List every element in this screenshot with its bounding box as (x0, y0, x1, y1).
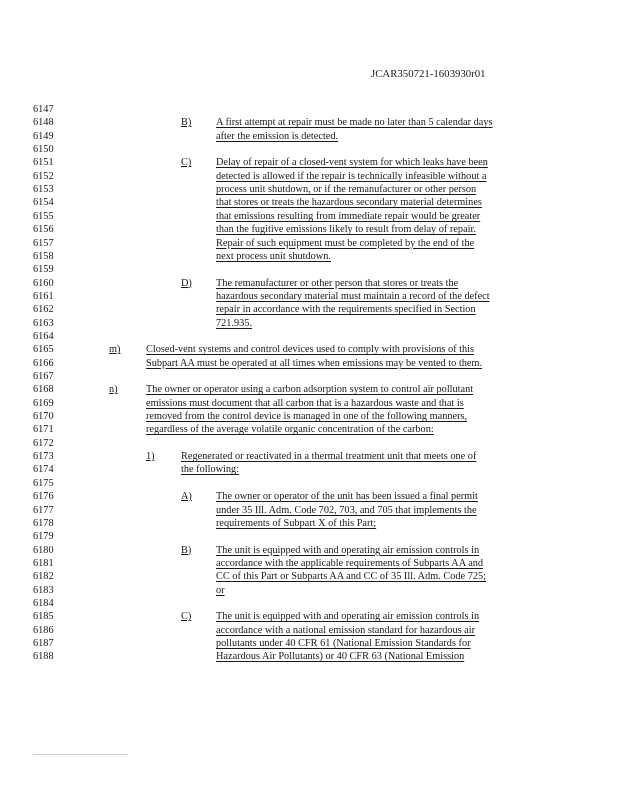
text-line: repair in accordance with the requirements specified in Section (216, 304, 476, 316)
text-line: than the fugitive emissions likely to result from delay of repair. (216, 224, 476, 236)
line-number: 6165 (33, 344, 54, 356)
text-line: hazardous secondary material must maintain a record of the defect (216, 290, 490, 302)
text-line: that emissions resulting from immediate repair would be greater (216, 210, 481, 222)
line-number: 6187 (33, 638, 54, 649)
item-label: m) (109, 344, 121, 356)
line-number: 6163 (33, 317, 54, 329)
text-line: A first attempt at repair must be made no later than 5 calendar days (216, 117, 493, 129)
text-line: that stores or treats the hazardous secondary material determines (216, 197, 482, 209)
text-line: Delay of repair of a closed-vent system for which leaks have been (216, 157, 488, 169)
item-label: D) (181, 277, 192, 289)
text-line: or (216, 584, 225, 596)
line-number: 6183 (33, 584, 54, 596)
text-line: process unit shutdown, or if the remanufacturer or other person (216, 184, 477, 196)
line-number: 6159 (33, 264, 54, 276)
item-label: n) (109, 384, 118, 396)
text-line: requirements of Subpart X of this Part; (216, 517, 377, 529)
footer-rule (33, 754, 128, 755)
line-number: 6157 (33, 237, 54, 249)
line-number: 6168 (33, 384, 54, 396)
text-line: The unit is equipped with and operating air emission controls in (216, 544, 480, 556)
line-number: 6162 (33, 304, 54, 316)
line-number: 6171 (33, 424, 54, 436)
text-line: Subpart AA must be operated at all times when emissions may be vented to them. (146, 357, 483, 369)
line-number: 6160 (33, 277, 54, 289)
text-line: The owner or operator of the unit has been issued a final permit (216, 491, 478, 503)
text-line: The owner or operator using a carbon adsorption system to control air pollutant (146, 384, 474, 396)
line-number: 6173 (33, 451, 54, 463)
text-line: next process unit shutdown. (216, 250, 331, 262)
line-number: 6172 (33, 437, 54, 449)
line-number: 6158 (33, 250, 54, 262)
text-line: removed from the control device is managed in one of the following manners, (146, 411, 468, 423)
item-label: A) (181, 491, 192, 503)
text-line: pollutants under 40 CFR 61 (National Emission Standards for (216, 638, 471, 649)
document-id-header: JCAR350721-1603930r01 (371, 68, 486, 80)
line-number: 6185 (33, 611, 54, 623)
text-line: under 35 Ill. Adm. Code 702, 703, and 705 that implements the (216, 504, 477, 516)
line-number: 6147 (33, 104, 54, 115)
text-line: regardless of the average volatile organic concentration of the carbon: (146, 424, 434, 436)
text-line: Hazardous Air Pollutants) or 40 CFR 63 (National Emission (216, 651, 465, 663)
line-number: 6180 (33, 544, 54, 556)
line-number: 6174 (33, 464, 54, 476)
text-line: emissions must document that all carbon that is a hazardous waste and that is (146, 397, 464, 409)
line-number: 6148 (33, 117, 54, 129)
line-number: 6166 (33, 357, 54, 369)
text-line: after the emission is detected. (216, 130, 339, 142)
text-line: accordance with a national emission standard for hazardous air (216, 624, 476, 636)
line-number: 6161 (33, 290, 54, 302)
line-number: 6164 (33, 330, 54, 342)
text-line: 721.935. (216, 317, 253, 329)
line-number: 6182 (33, 571, 54, 583)
line-number: 6150 (33, 144, 54, 156)
text-line: The remanufacturer or other person that stores or treats the (216, 277, 459, 289)
item-label: B) (181, 117, 192, 129)
line-number: 6188 (33, 651, 54, 663)
line-number: 6149 (33, 130, 54, 142)
line-number: 6155 (33, 210, 54, 222)
line-number: 6169 (33, 397, 54, 409)
line-number: 6167 (33, 371, 54, 382)
text-line: The unit is equipped with and operating air emission controls in (216, 611, 480, 623)
item-label: 1) (146, 451, 155, 463)
line-number: 6153 (33, 184, 54, 196)
text-line: Regenerated or reactivated in a thermal treatment unit that meets one of (181, 451, 477, 463)
line-number: 6156 (33, 224, 54, 236)
text-line: Repair of such equipment must be completed by the end of the (216, 237, 475, 249)
line-number: 6175 (33, 477, 54, 489)
text-line: Closed-vent systems and control devices used to comply with provisions of this (146, 344, 475, 356)
text-line: CC of this Part or Subparts AA and CC of 35 Ill. Adm. Code 725; (216, 571, 487, 583)
line-number: 6178 (33, 517, 54, 529)
text-line: accordance with the applicable requirements of Subparts AA and (216, 557, 484, 569)
item-label: C) (181, 611, 192, 623)
line-number: 6152 (33, 170, 54, 182)
line-number: 6184 (33, 597, 54, 609)
line-number: 6181 (33, 557, 54, 569)
item-label: B) (181, 544, 192, 556)
text-line: detected is allowed if the repair is technically infeasible without a (216, 170, 487, 182)
item-label: C) (181, 157, 192, 169)
line-number: 6177 (33, 504, 54, 516)
line-number: 6176 (33, 491, 54, 503)
line-number: 6170 (33, 411, 54, 423)
line-number: 6186 (33, 624, 54, 636)
line-number: 6154 (33, 197, 54, 209)
line-number: 6179 (33, 531, 54, 543)
text-line: the following: (181, 464, 240, 476)
line-number: 6151 (33, 157, 54, 169)
